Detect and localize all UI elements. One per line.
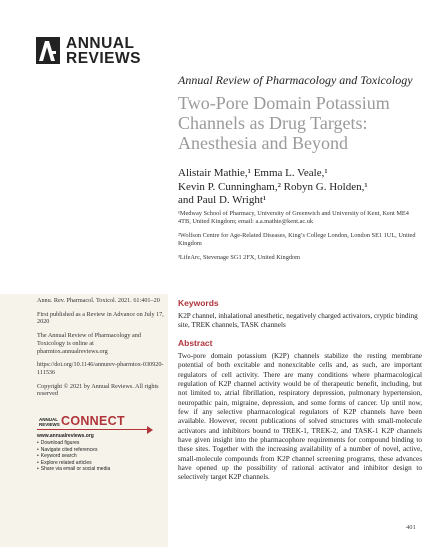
arrow-right-icon	[147, 426, 153, 434]
citation: Annu. Rev. Pharmacol. Toxicol. 2021. 61:401–20	[37, 297, 160, 304]
list-item: • Keyword search	[37, 453, 110, 460]
list-item: • Explore related articles	[37, 460, 110, 467]
list-item: • Share via email or social media	[37, 466, 110, 473]
affiliation-2: ²Wolfson Centre for Age-Related Diseases, King’s College London, London SE1 1UL, United Kingdom	[178, 231, 416, 248]
ar-logo-icon	[36, 37, 60, 64]
connect-url[interactable]: www.annualreviews.org	[37, 433, 94, 439]
connect-header	[37, 416, 163, 428]
doi-link[interactable]: https://doi.org/10.1146/annurev-pharmtox-030920-111536	[37, 361, 164, 376]
affiliation-1: ¹Medway School of Pharmacy, University of Greenwich and University of Kent, Kent ME4 4TB, United Kingdom; email: a.a.mathie@kent.ac.uk	[178, 210, 409, 226]
keywords-text: K2P channel, inhalational anesthetic, negatively charged activators, cryptic binding site, TREK channels, TASK channels	[178, 312, 418, 330]
authors: Alistair Mathie,¹ Emma L. Veale,¹ Kevin P. Cunningham,² Robyn G. Holden,¹ and Paul D. Wright¹	[178, 167, 368, 206]
connect-divider	[37, 429, 147, 430]
article-metadata	[37, 297, 165, 404]
connect-features	[37, 440, 110, 473]
journal-name: Annual Review of Pharmacology and Toxicology	[178, 73, 413, 87]
keywords-heading: Keywords	[178, 298, 219, 308]
list-item: • Download figures	[37, 440, 110, 447]
connect-publisher: ANNUAL REVIEWS	[39, 417, 60, 427]
first-published: First published as a Review in Advance on July 17, 2020	[37, 310, 164, 326]
copyright: Copyright © 2021 by Annual Reviews. All rights reserved	[37, 382, 159, 398]
affiliations	[178, 210, 418, 267]
publisher-name: ANNUAL REVIEWS	[66, 35, 141, 67]
affiliation-3: ³LifeArc, Stevenage SG1 2FX, United Kingdom	[178, 253, 301, 261]
connect-title: CONNECT	[61, 414, 125, 428]
page-number: 401	[406, 524, 416, 531]
abstract-heading: Abstract	[178, 338, 213, 348]
annual-reviews-connect[interactable]	[37, 416, 163, 486]
article-title: Two-Pore Domain Potassium Channels as Drug Targets: Anesthesia and Beyond	[178, 93, 390, 153]
abstract-text: Two-pore domain potassium (K2P) channels stabilize the resting membrane potential of both excitable and nonexcitable cells and, as such, are important regulators of cell activity. There are many conditions where pharmacological regulation of K2P channel activity would be of therapeutic benefit, including, but not limited to, atrial fibrillation, respiratory depression, pulmonary hypertension, neuropathic pain, migraine, depression, and some forms of cancer. Up until now, few if any selective pharmacological regulators of K2P channels have been available. However, recent publications of solved structures with small-molecule activators and inhibitors bound to TREK-1, TREK-2, and TASK-1 K2P channels have given insight into the pharmacophore requirements for compound binding to these sites. Together with the increasing availability of a number of novel, active, small-molecule compounds from K2P channel screening programs, these advances have opened up the possibility of rational activator and inhibitor design to selectively target K2P channels.	[178, 352, 422, 482]
online-note: The Annual Review of Pharmacology and Toxicology is online at pharmtox.annualreviews.org	[37, 332, 141, 355]
list-item: • Navigate cited references	[37, 447, 110, 454]
